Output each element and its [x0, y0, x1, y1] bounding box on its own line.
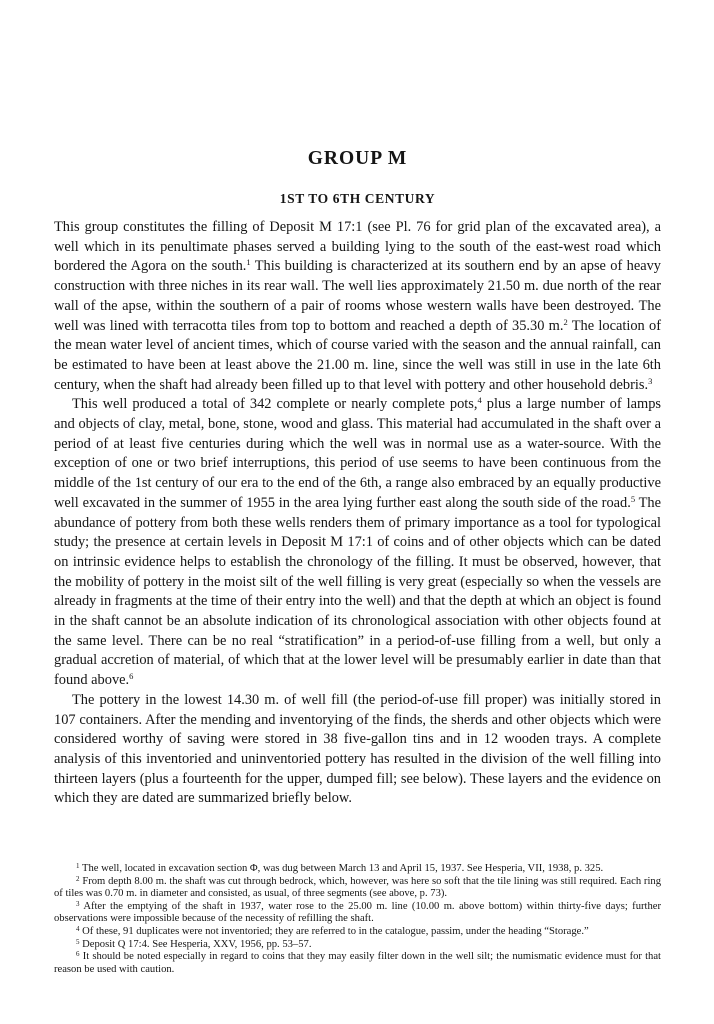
footnote-number: 6: [76, 950, 80, 959]
footnote-ref: 6: [129, 671, 134, 682]
text-segment: plus a large number of lamps and objects of clay, metal, bone, stone, wood and glass. This material had accumulated in the shaft over a period of at least five centuries during which the well was in normal use as a water-source. With the exception of one or two brief interruptions, this period of use seems to have been continuous from the middle of the 1st century of our era to the end of the 6th, a range also embraced by an equally productive well excavated in the summer of 1955 in the area lying further east along the south side of the road.: [54, 396, 661, 511]
text-segment: This building is characterized at its southern end by an apse of heavy construction with three niches in its rear wall. The well lies approximately 21.50 m. due north of the rear wall of the apse, within the southern of a pair of rooms whose western walls have been destroyed. The well was lined with terracotta tiles from top to bottom and reached a depth of 35.30 m.: [54, 258, 661, 334]
section-subtitle: 1ST TO 6TH CENTURY: [279, 191, 436, 206]
footnotes: [54, 863, 661, 976]
text-segment: This group constitutes the filling of Deposit M 17:1 (see Pl. 76 for grid plan of the excavated area), a well which in its penultimate phases served a building lying to the south of the east-west road which bordered the Agora on the south.: [54, 219, 661, 275]
footnote-text: Deposit Q 17:4. See Hesperia, XXV, 1956, pp. 53–57.: [82, 938, 312, 950]
footnote-ref: 1: [246, 257, 251, 268]
footnote-text: Of these, 91 duplicates were not inventoried; they are referred to in the catalogue, passim, under the heading “Storage.”: [82, 925, 589, 937]
text-segment: The abundance of pottery from both these wells renders them of primary importance as a tool for typological study; the presence at certain levels in Deposit M 17:1 of coins and of other objects which can be dated on intrinsic evidence helps to establish the chronology of the filling. It must be observed, however, that the mobility of pottery in the moist silt of the well filling is very great (especially so when the vessels are already in fragments at the time of their entry into the well) and that the depth at which an object is found in the shaft cannot be an absolute indication of its chronological association with other objects found at the same level. There can be no real “stratification” in a period-of-use filling from a well, but only a gradual accretion of material, of which that at the lower level will be presumably earlier in date than that found above.: [54, 494, 662, 689]
footnote-ref: 2: [563, 316, 568, 327]
paragraph-3: [54, 691, 661, 809]
footnote: [54, 926, 661, 939]
footnote-ref: 4: [477, 395, 482, 406]
footnote-text: From depth 8.00 m. the shaft was cut through bedrock, which, however, was here so soft that the tile lining was still required. Each ring of tiles was 0.70 m. in diameter and consisted, as usual, of three segments (see above, p. 73).: [54, 875, 661, 900]
footnote: [54, 901, 661, 926]
paragraph-2: [54, 395, 661, 691]
footnote-text: The well, located in excavation section Φ, was dug between March 13 and April 15, 1937. See Hesperia, VII, 1938, p. 325.: [81, 863, 604, 874]
text-segment: This well produced a total of 342 complete or nearly complete pots,: [72, 396, 478, 413]
footnote-number: 2: [76, 874, 80, 883]
footnote-text: After the emptying of the shaft in 1937, water rose to the 25.00 m. line (10.00 m. above bottom) within thirty-five days; further observations were impossible because of the necessity of refilling the shaft.: [54, 900, 661, 925]
paragraph-1: [54, 218, 661, 395]
text-segment: The location of the mean water level of ancient times, which of course varied with the season and the annual rainfall, can be estimated to have been at least above the 21.00 m. line, since the well was still in use in the late 6th century, when the shaft had already been filled up to that level with pottery and other household debris.: [54, 317, 661, 393]
footnote-ref: 5: [630, 493, 636, 504]
text-segment: The pottery in the lowest 14.30 m. of well fill (the period-of-use fill proper) was initially stored in 107 containers. After the mending and inventorying of the finds, the sherds and other objects which were considered worthy of saving were stored in 38 five-gallon tins and in 12 wooden trays. A complete analysis of this inventoried and uninventoried pottery has resulted in the division of the well filling into thirteen layers (plus a fourteenth for the upper, dumped fill; see below). These layers and the evidence on which they are dated are summarized briefly below.: [54, 691, 661, 807]
footnote: [54, 876, 661, 901]
footnote: [54, 863, 661, 876]
footnote-number: 5: [76, 937, 80, 946]
section-title: GROUP M: [307, 148, 408, 169]
footnote-number: 1: [76, 862, 80, 870]
footnote: [54, 939, 661, 952]
body-text: [54, 218, 661, 809]
footnote-text: It should be noted especially in regard to coins that they may easily filter down in the well silt; the numismatic evidence must for that reason be used with caution.: [54, 951, 661, 975]
footnote-number: 3: [76, 899, 80, 908]
footnote-ref: 3: [648, 375, 653, 386]
footnote-number: 4: [76, 924, 80, 933]
footnote: [54, 951, 661, 976]
